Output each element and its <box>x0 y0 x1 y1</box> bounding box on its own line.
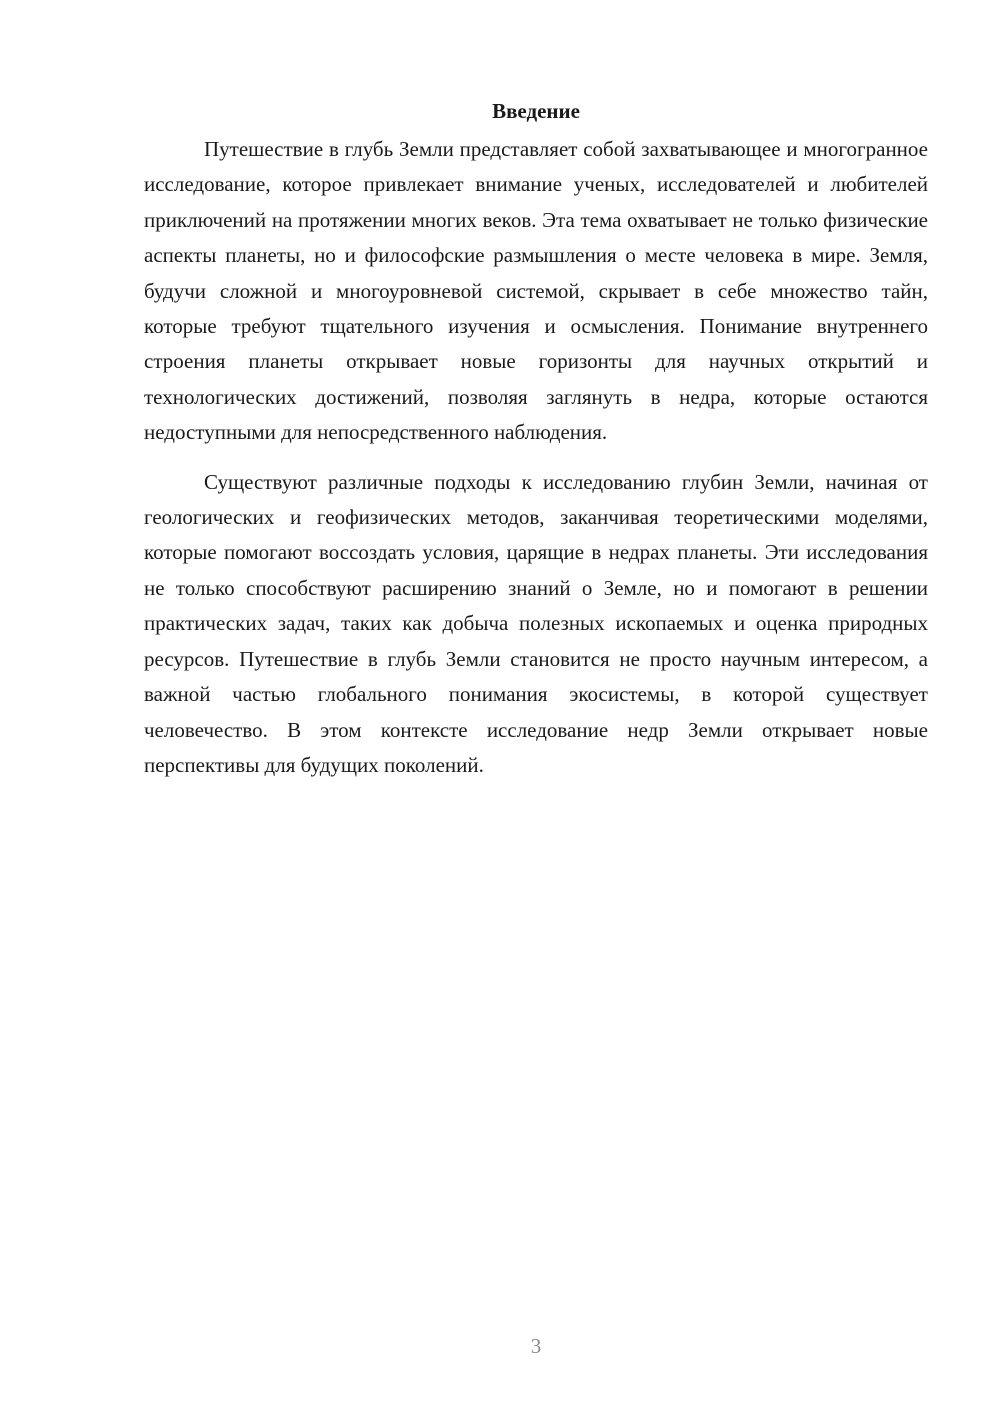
section-heading: Введение <box>492 99 580 123</box>
paragraph-1: Путешествие в глубь Земли представляет собой захватывающее и многогранное исследование, которое привлекает внимание ученых, исследователей и любителей приключений на протяжении многих веков. Эта тема охватывает не только физические аспекты планеты, но и философские размышления о месте человека в мире. Земля, будучи сложной и многоуровневой системой, скрывает в себе множество тайн, которые требуют тщательного изучения и осмысления. Понимание внутреннего строения планеты открывает новые горизонты для научных открытий и технологических достижений, позволяя заглянуть в недра, которые остаются недоступными для непосредственного наблюдения. <box>144 137 928 445</box>
page-content <box>144 96 928 783</box>
paragraph-2: Существуют различные подходы к исследованию глубин Земли, начиная от геологических и геофизических методов, заканчивая теоретическими моделями, которые помогают воссоздать условия, царящие в недрах планеты. Эти исследования не только способствуют расширению знаний о Земле, но и помогают в решении практических задач, таких как добыча полезных ископаемых и оценка природных ресурсов. Путешествие в глубь Земли становится не просто научным интересом, а важной частью глобального понимания экосистемы, в которой существует человечество. В этом контексте исследование недр Земли открывает новые перспективы для будущих поколений. <box>144 469 928 777</box>
page-number: 3 <box>530 1334 542 1358</box>
